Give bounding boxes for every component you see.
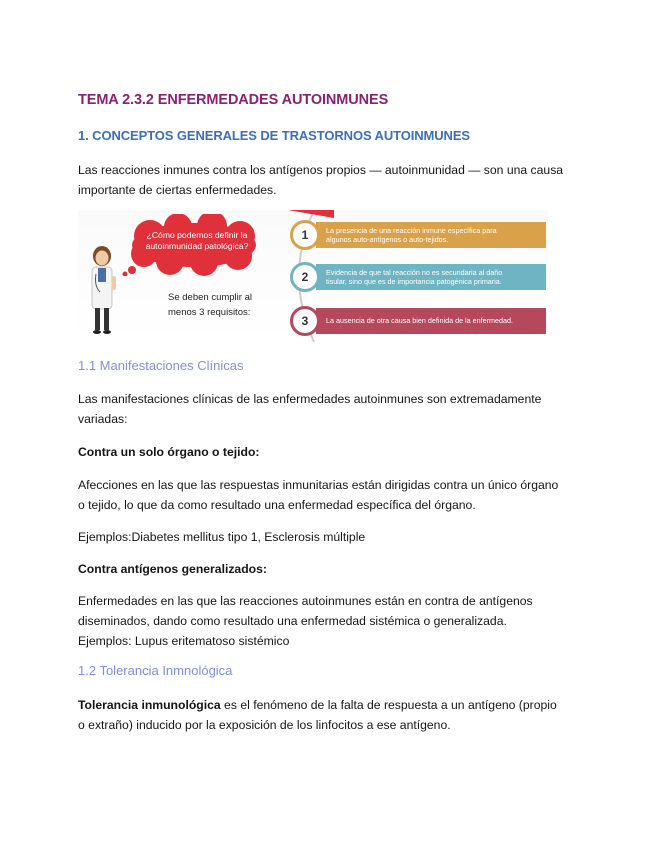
generalized-description xyxy=(78,591,588,651)
requisite-2-line-2: tisular, sino que es de importancia patogénica primaria. xyxy=(326,277,502,286)
single-organ-examples: Ejemplos:Diabetes mellitus tipo 1, Esclerosis múltiple xyxy=(78,530,366,544)
section-1-heading: 1. CONCEPTOS GENERALES DE TRASTORNOS AUTOINMUNES xyxy=(78,128,470,143)
tolerance-paragraph xyxy=(78,695,588,735)
generalized-heading: Contra antígenos generalizados: xyxy=(78,562,267,576)
requisite-number-1: 1 xyxy=(290,220,320,250)
requisite-1-line-2: algunos auto-antígenos o auto-tejidos. xyxy=(326,235,449,244)
section-1-intro xyxy=(78,160,588,200)
generalized-examples: Ejemplos: Lupus eritematoso sistémico xyxy=(78,634,290,648)
requisite-2-line-1: Evidencia de que tal reacción no es secundaria al daño xyxy=(326,268,503,277)
tolerance-term: Tolerancia inmunológica xyxy=(78,698,221,712)
autoimmunity-requisites-figure xyxy=(78,210,548,342)
single-organ-line-1: Afecciones en las que las respuestas inmunitarias están dirigidas contra un único órgano xyxy=(78,478,559,492)
requisites-line-2: menos 3 requisitos: xyxy=(168,307,251,318)
single-organ-heading: Contra un solo órgano o tejido: xyxy=(78,445,260,459)
section-1-1-intro xyxy=(78,389,588,429)
question-line-2: autoinmunidad patológica? xyxy=(145,241,249,251)
generalized-line-2: diseminados, dando como resultado una enfermedad sistémica o generalizada. xyxy=(78,614,507,628)
section-1-1-heading: 1.1 Manifestaciones Clínicas xyxy=(78,358,244,373)
tolerance-line-1-rest: es el fenómeno de la falta de respuesta a un antígeno (propio xyxy=(220,698,557,712)
requisites-text xyxy=(168,290,268,320)
generalized-line-1: Enfermedades en las que las reacciones autoinmunes están en contra de antígenos xyxy=(78,594,533,608)
manifestations-line-2: variadas: xyxy=(78,412,128,426)
question-line-1: ¿Cómo podemos definir la xyxy=(146,230,248,240)
requisite-1-line-1: La presencia de una reacción inmune específica para xyxy=(326,226,497,235)
tolerance-line-2: o extraño) inducido por la exposición de los linfocitos a ese antígeno. xyxy=(78,718,451,732)
single-organ-description xyxy=(78,475,588,515)
requisite-3-line-1: La ausencia de otra causa bien definida de la enfermedad. xyxy=(326,316,514,325)
document-title: TEMA 2.3.2 ENFERMEDADES AUTOINMUNES xyxy=(78,92,389,108)
requisite-number-2: 2 xyxy=(290,262,320,292)
single-organ-line-2: o tejido, lo que da como resultado una enfermedad específica del órgano. xyxy=(78,498,476,512)
requisite-bar-3 xyxy=(316,308,546,334)
requisites-line-1: Se deben cumplir al xyxy=(168,292,252,303)
intro-line-1: Las reacciones inmunes contra los antígenos propios — autoinmunidad — son una causa xyxy=(78,163,564,177)
intro-line-2: importante de ciertas enfermedades. xyxy=(78,183,277,197)
doctor-illustration-icon xyxy=(84,240,120,336)
requisite-number-3: 3 xyxy=(290,306,320,336)
requisite-bar-2 xyxy=(316,264,546,290)
requisite-bar-1 xyxy=(316,222,546,248)
manifestations-line-1: Las manifestaciones clínicas de las enfermedades autoinmunes son extremadamente xyxy=(78,392,542,406)
cloud-question xyxy=(142,230,252,252)
section-1-2-heading: 1.2 Tolerancia Inmnológica xyxy=(78,663,233,678)
